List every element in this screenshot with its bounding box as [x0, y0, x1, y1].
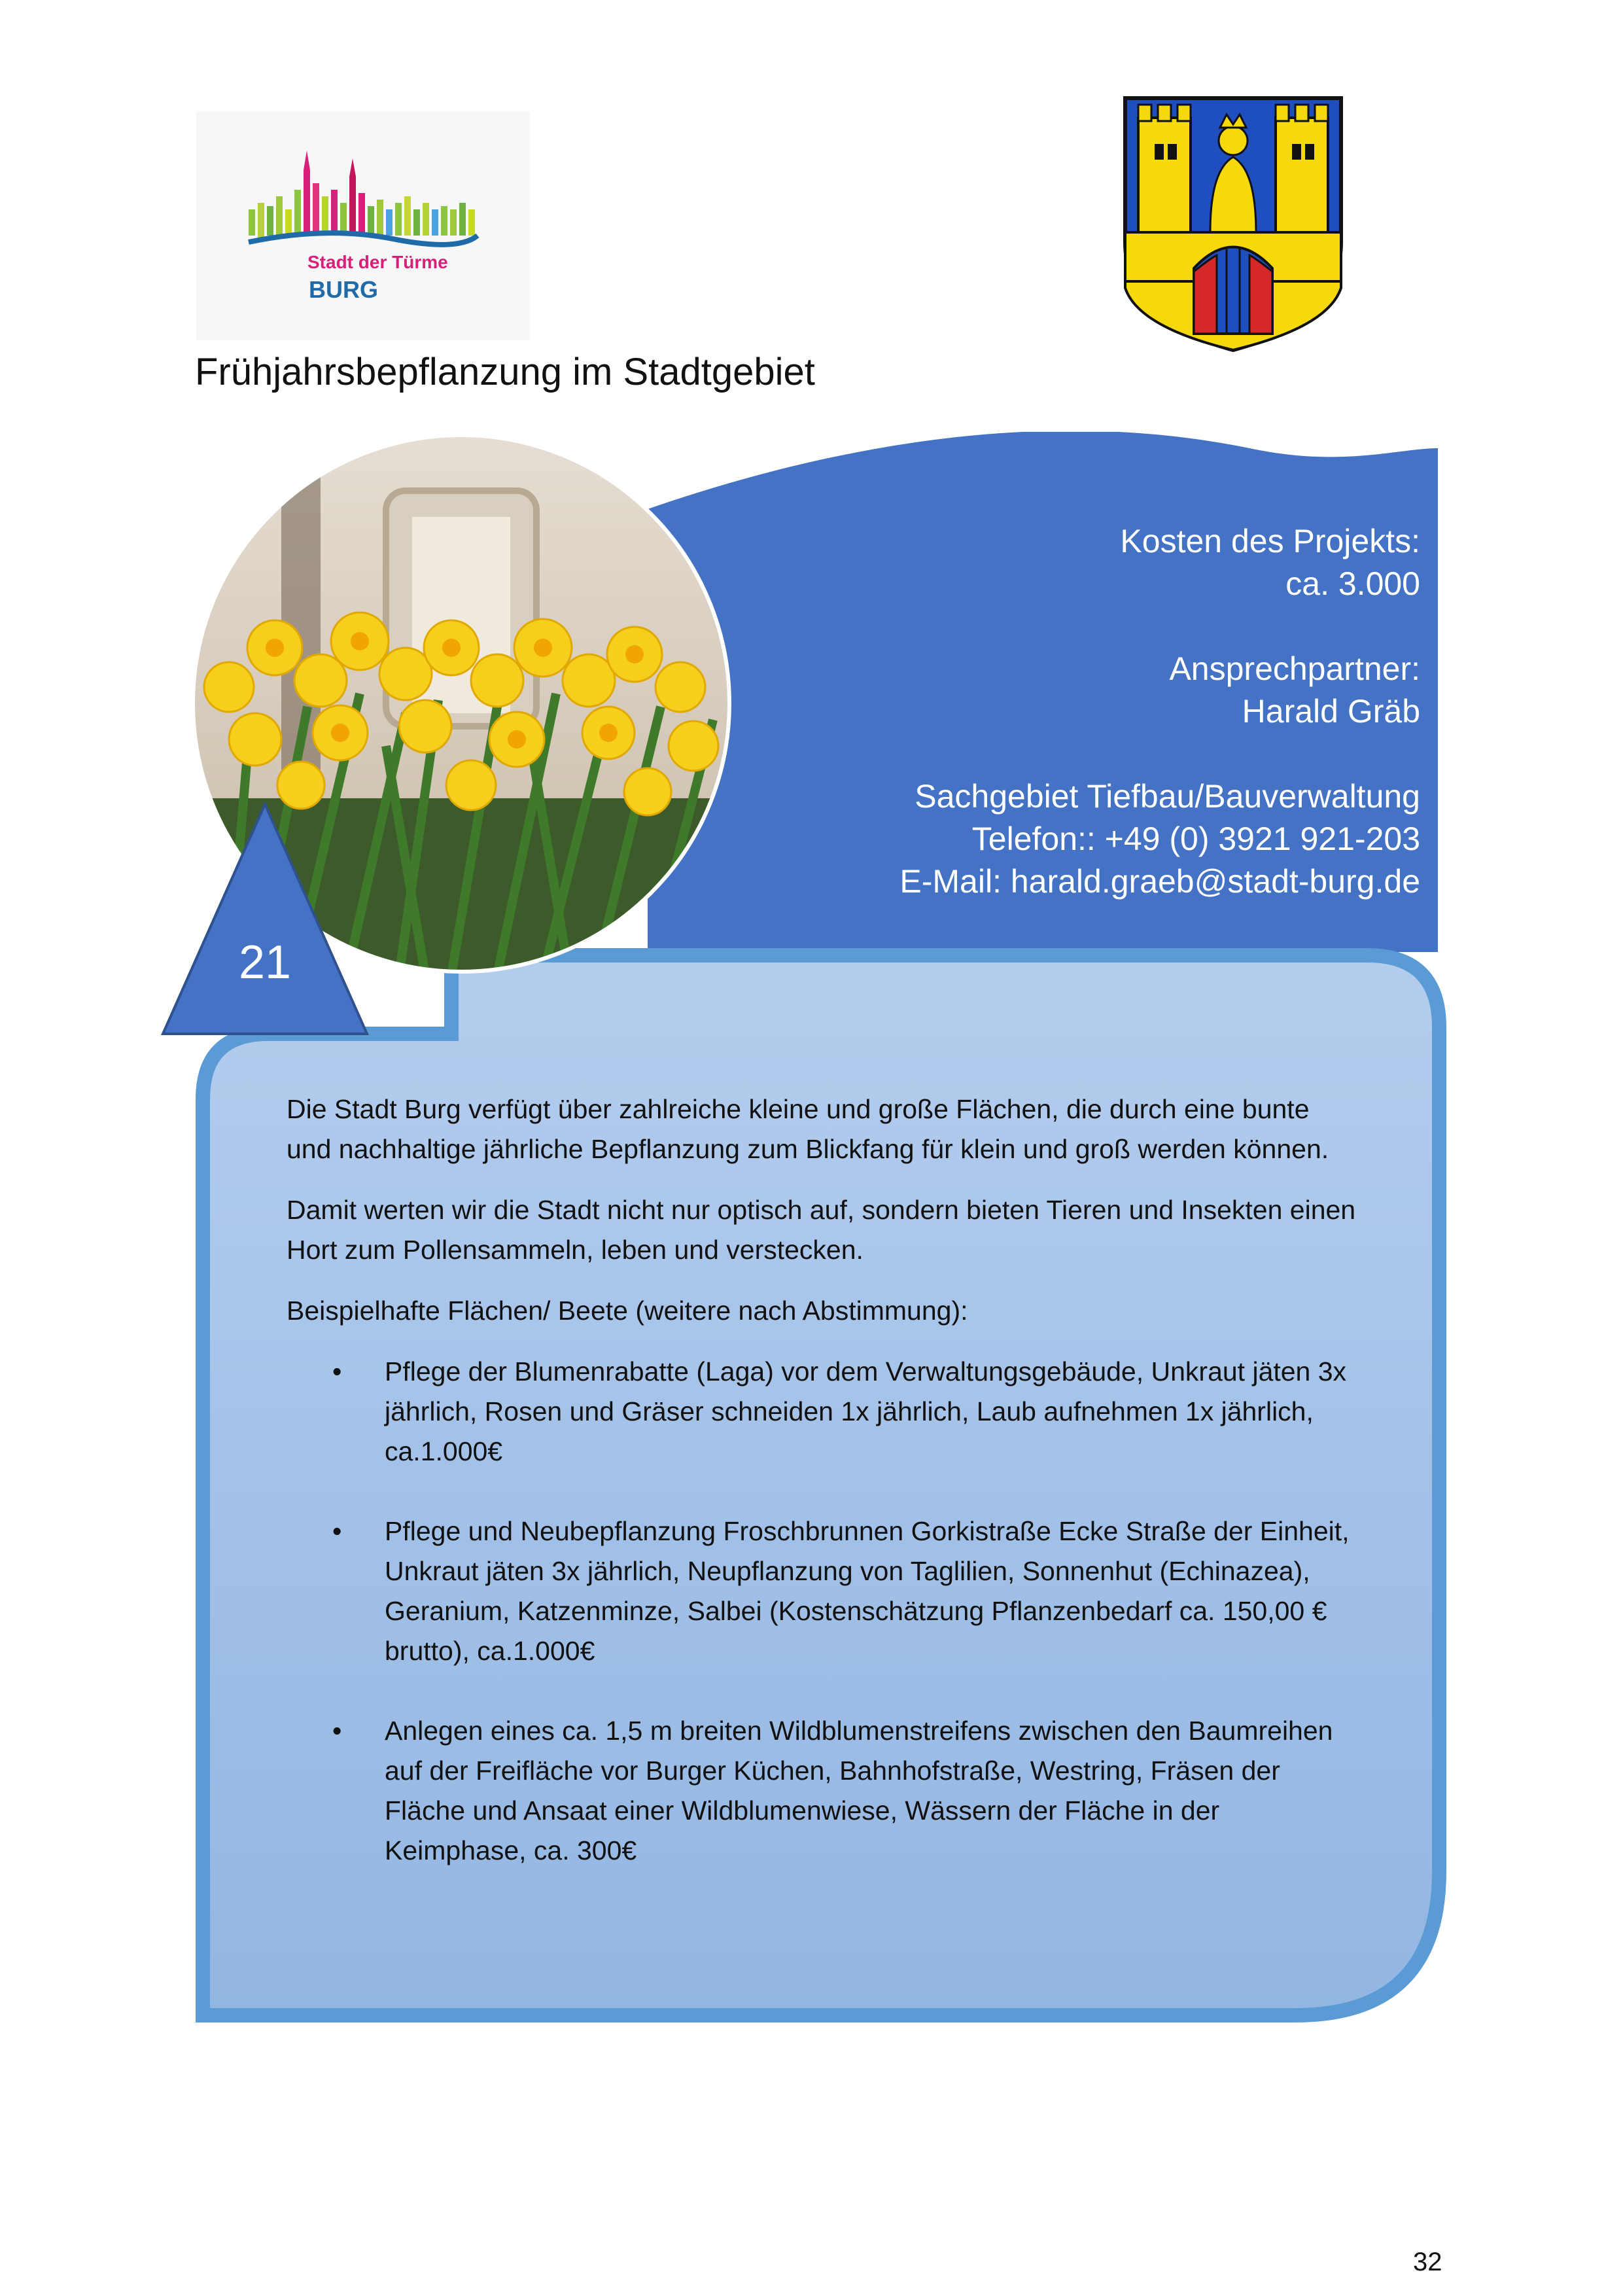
cost-value: ca. 3.000	[1285, 565, 1420, 602]
paragraph: Beispielhafte Flächen/ Beete (weitere nach Abstimmung):	[287, 1296, 968, 1326]
example-areas-list	[287, 1352, 1359, 1871]
bullet-icon: •	[332, 1716, 342, 1746]
project-number-badge	[160, 802, 370, 1044]
list-item: • Anlegen eines ca. 1,5 m breiten Wildblumenstreifens zwischen den Baumreihen auf der Freifläche vor Burger Küchen, Bahnhofstraße, Westring, Fräsen der Fläche und Ansaat einer Wildblumenwiese, Wässern der Fläche in der Keimphase, ca. 300€	[287, 1711, 1359, 1871]
logo-city-name: BURG	[309, 276, 378, 303]
contact-name: Harald Gräb	[1242, 693, 1420, 730]
project-info	[701, 520, 1420, 903]
email: E-Mail: harald.graeb@stadt-burg.de	[899, 863, 1420, 900]
contact-label: Ansprechpartner:	[1169, 650, 1420, 687]
paragraph: Die Stadt Burg verfügt über zahlreiche kleine und große Flächen, die durch eine bunte und nachhaltige jährliche Bepflanzung zum Blickfang für klein und groß werden können.	[287, 1094, 1329, 1164]
list-item: • Pflege und Neubepflanzung Froschbrunnen Gorkistraße Ecke Straße der Einheit, Unkraut jäten 3x jährlich, Neupflanzung von Taglilien, Sonnenhut (Echinazea), Geranium, Katzenminze, Salbei (Kostenschätzung Pflanzenbedarf ca. 150,00 € brutto), ca.1.000€	[287, 1511, 1359, 1671]
coat-of-arms-graphic	[1112, 92, 1354, 353]
city-skyline-logo-graphic	[196, 111, 530, 340]
department: Sachgebiet Tiefbau/Bauverwaltung	[915, 778, 1420, 815]
page-title: Frühjahrsbepflanzung im Stadtgebiet	[195, 351, 815, 393]
city-logo	[196, 111, 530, 340]
project-number: 21	[238, 936, 292, 989]
page-number: 32	[1413, 2248, 1442, 2276]
bullet-icon: •	[332, 1516, 342, 1546]
logo-tagline: Stadt der Türme	[307, 252, 448, 272]
bullet-icon: •	[332, 1356, 342, 1386]
coat-of-arms	[1112, 92, 1354, 353]
list-item: • Pflege der Blumenrabatte (Laga) vor dem Verwaltungsgebäude, Unkraut jäten 3x jährlich, Rosen und Gräser schneiden 1x jährlich, Laub aufnehmen 1x jährlich, ca.1.000€	[287, 1352, 1359, 1472]
cost-label: Kosten des Projekts:	[1120, 523, 1420, 559]
phone: Telefon:: +49 (0) 3921 921-203	[971, 821, 1420, 857]
paragraph: Damit werten wir die Stadt nicht nur optisch auf, sondern bieten Tieren und Insekten einen Hort zum Pollensammeln, leben und verstecken.	[287, 1195, 1356, 1265]
description-text	[287, 1089, 1359, 1911]
